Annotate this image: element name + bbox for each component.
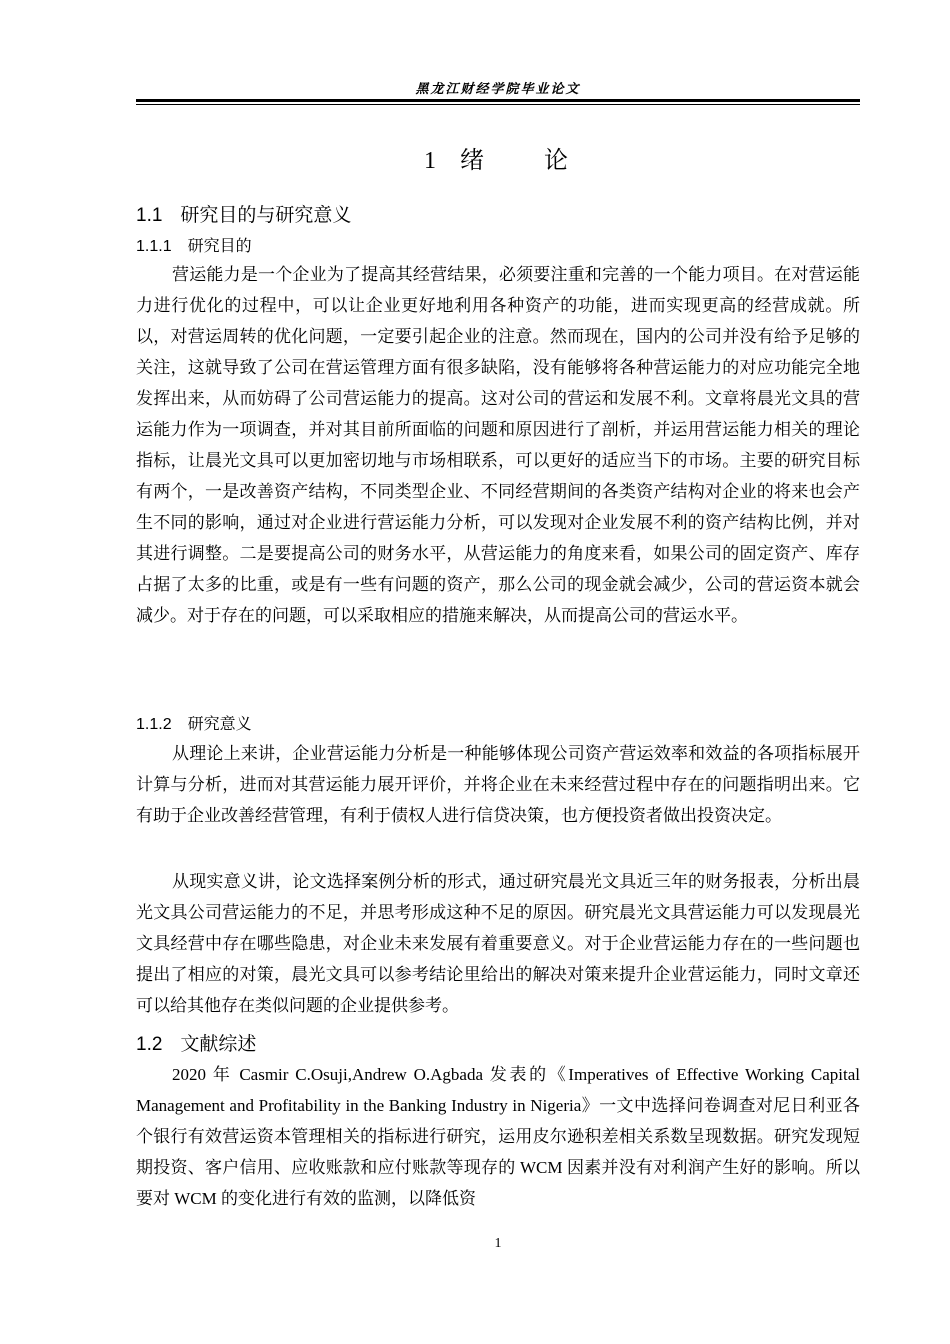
subsection-heading-1-1-2: [136, 711, 252, 734]
section-title: 文献综述: [180, 1033, 257, 1055]
subsection-number: 1.1.2: [136, 716, 172, 733]
section-heading-1-1: [136, 200, 351, 227]
subsection-number: 1.1.1: [136, 238, 172, 255]
running-header: 黑龙江财经学院毕业论文: [415, 82, 581, 97]
section-heading-1-2: [136, 1029, 256, 1056]
subsection-heading-1-1-1: [136, 233, 252, 256]
subsection-title: 研究意义: [187, 714, 252, 733]
section-title: 研究目的与研究意义: [180, 204, 352, 226]
chapter-title-text: 绪 论: [460, 146, 572, 174]
section-number: 1.1: [136, 205, 163, 226]
paragraph-research-purpose: 营运能力是一个企业为了提高其经营结果，必须要注重和完善的一个能力项目。在对营运能力进行优化的过程中，可以让企业更好地利用各种资产的功能，进而实现更高的经营成就。所以，对营运周转的优化问题，一定要引起企业的注意。然而现在，国内的公司并没有给予足够的关注，这就导致了公司在营运管理方面有很多缺陷，没有能够将各种营运能力的对应功能完全地发挥出来，从而妨碍了公司营运能力的提高。这对公司的营运和发展不利。文章将晨光文具的营运能力作为一项调查，并对其目前所面临的问题和原因进行了剖析，并运用营运能力相关的理论指标，让晨光文具可以更加密切地与市场相联系，可以更好的适应当下的市场。主要的研究目标有两个，一是改善资产结构，不同类型企业、不同经营期间的各类资产结构对企业的将来也会产生不同的影响，通过对企业进行营运能力分析，可以发现对企业发展不利的资产结构比例，并对其进行调整。二是要提高公司的财务水平，从营运能力的角度来看，如果公司的固定资产、库存占据了太多的比重，或是有一些有问题的资产，那么公司的现金就会减少，公司的营运资本就会减少。对于存在的问题，可以采取相应的措施来解决，从而提高公司的营运水平。: [136, 265, 860, 626]
paragraph-theoretical-significance: 从理论上来讲，企业营运能力分析是一种能够体现公司资产营运效率和效益的各项指标展开计算与分析，进而对其营运能力展开评价，并将企业在未来经营过程中存在的问题指明出来。它有助于企业改善经营管理，有利于债权人进行信贷决策，也方便投资者做出投资决定。: [136, 744, 860, 826]
chapter-title: [136, 140, 860, 175]
header-rule-thin: [136, 104, 860, 105]
chapter-number: 1: [424, 148, 440, 174]
subsection-title: 研究目的: [187, 236, 252, 255]
page-number: 1: [494, 1236, 502, 1251]
header-rule-thick: [136, 99, 860, 102]
paragraph-literature-review: 2020 年 Casmir C.Osuji,Andrew O.Agbada 发表的《Imperatives of Effective Working Capital Management and Profitability in the Banking Industry in Nigeria》一文中选择问卷调查对尼日利亚各个银行有效营运资本管理相关的指标进行研究，运用皮尔逊积差相关系数呈现数据。研究发现短期投资、客户信用、应收账款和应付账款等现存的 WCM 因素并没有对利润产生好的影响。所以要对 WCM 的变化进行有效的监测，以降低资: [136, 1065, 860, 1208]
paragraph-practical-significance: 从现实意义讲，论文选择案例分析的形式，通过研究晨光文具近三年的财务报表，分析出晨光文具公司营运能力的不足，并思考形成这种不足的原因。研究晨光文具营运能力可以发现晨光文具经营中存在哪些隐患，对企业未来发展有着重要意义。对于企业营运能力存在的一些问题也提出了相应的对策，晨光文具可以参考结论里给出的解决对策来提升企业营运能力，同时文章还可以给其他存在类似问题的企业提供参考。: [136, 872, 860, 1016]
section-number: 1.2: [136, 1034, 163, 1055]
